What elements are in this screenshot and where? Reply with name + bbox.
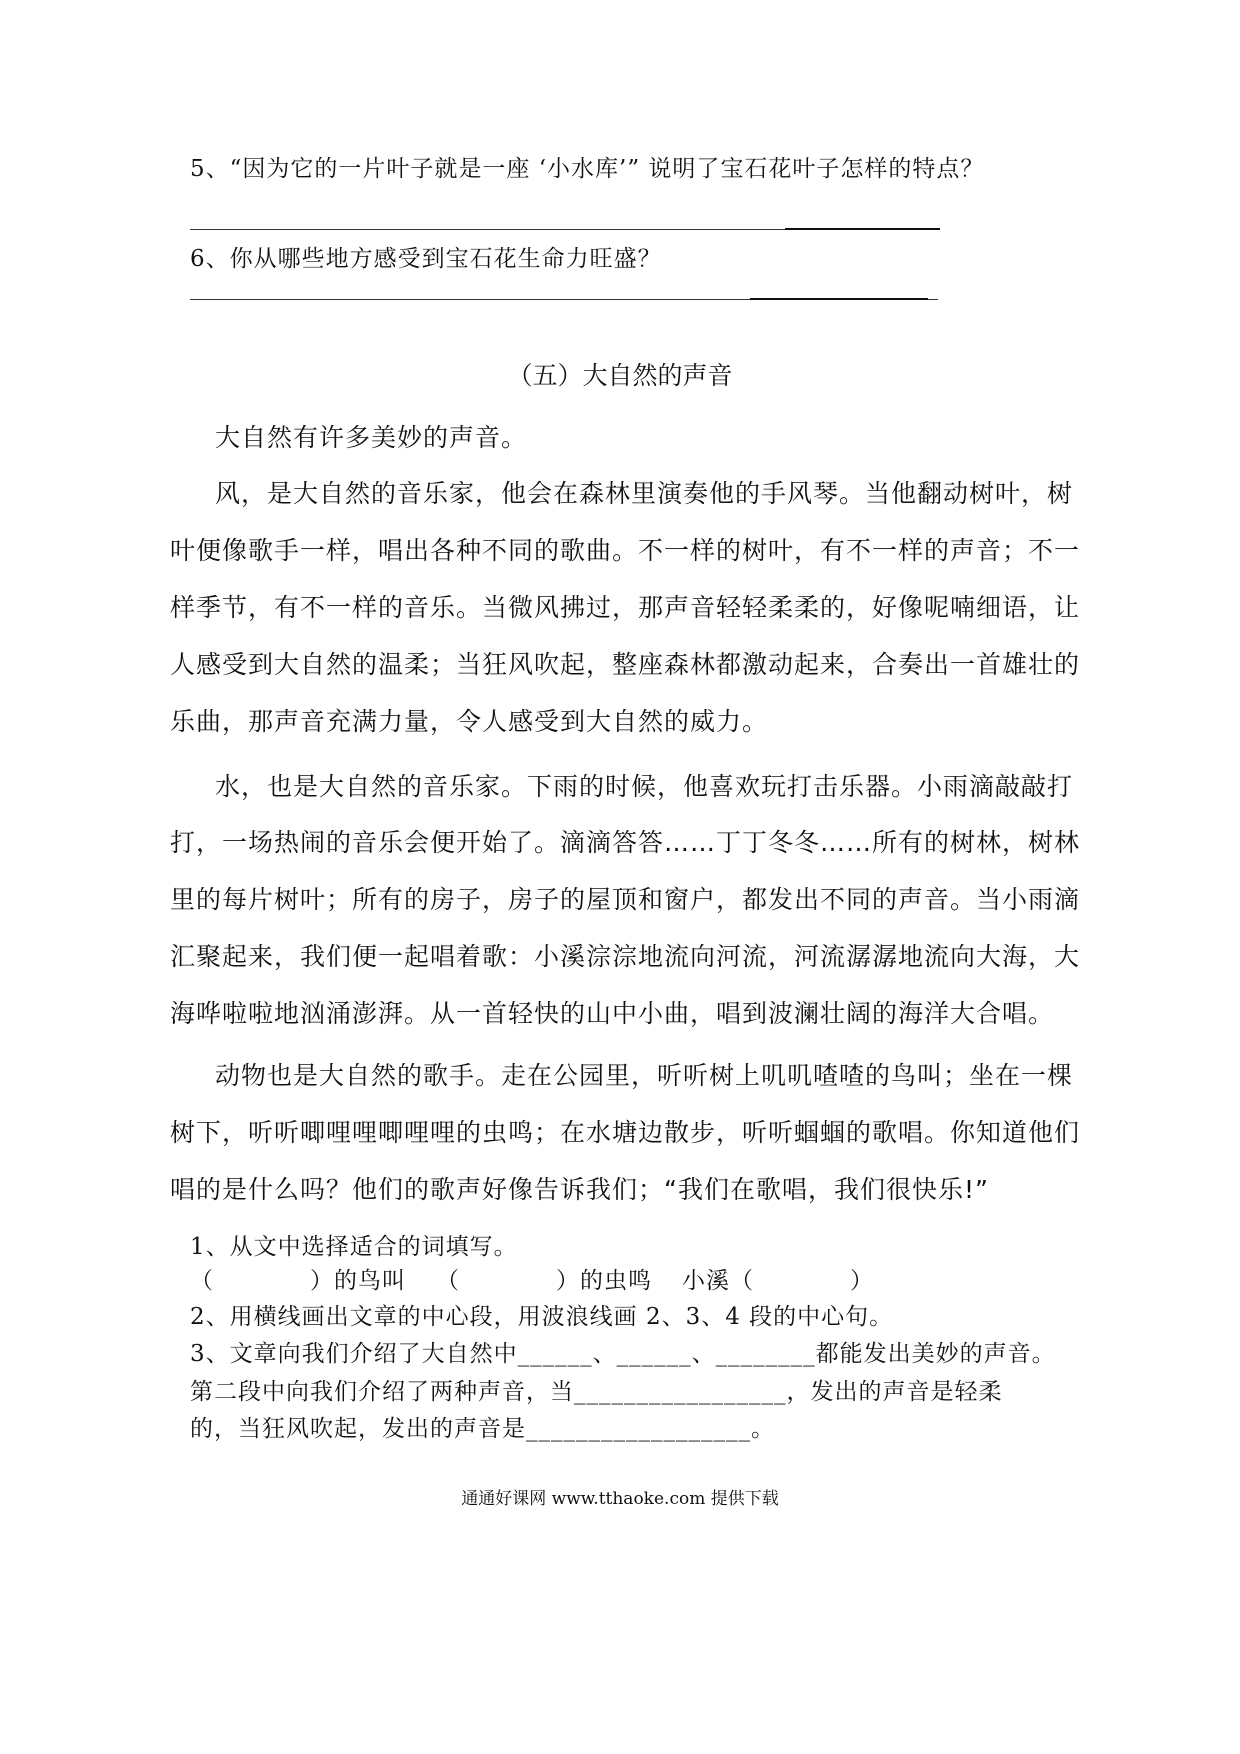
answer-line-5a (190, 229, 785, 230)
passage-line: 动物也是大自然的歌手。走在公园里，听听树上叽叽喳喳的鸟叫；坐在一棵 (215, 1061, 1074, 1090)
blank-stream: 小溪（ ） (682, 1268, 874, 1294)
passage-line: 水，也是大自然的音乐家。下雨的时候，他喜欢玩打击乐器。小雨滴敲敲打 (215, 772, 1074, 801)
question-3-line-2: 第二段中向我们介绍了两种声音，当_________________，发出的声音是轻柔 (190, 1379, 1003, 1405)
question-5: 5、“因为它的一片叶子就是一座 ‘小水库’” 说明了宝石花叶子怎样的特点？ (190, 156, 985, 182)
question-3-line-3: 的，当狂风吹起，发出的声音是__________________。 (190, 1416, 775, 1442)
passage-line: 样季节，有不一样的音乐。当微风拂过，那声音轻轻柔柔的，好像呢喃细语，让 (170, 593, 1081, 622)
passage-line: 大自然有许多美妙的声音。 (215, 423, 528, 452)
passage-line: 打，一场热闹的音乐会便开始了。滴滴答答……丁丁冬冬……所有的树林，树林 (170, 828, 1081, 857)
passage-line: 乐曲，那声音充满力量，令人感受到大自然的威力。 (170, 707, 769, 736)
question-1-blanks (190, 1262, 874, 1295)
answer-line-5b (785, 228, 940, 230)
passage-line: 里的每片树叶；所有的房子，房子的屋顶和窗户，都发出不同的声音。当小雨滴 (170, 885, 1081, 914)
blank-insect-chirp: （ ）的虫鸣 (436, 1268, 652, 1294)
question-1: 1、从文中选择适合的词填写。 (190, 1234, 518, 1260)
answer-line-6b (750, 298, 928, 300)
passage-line: 风，是大自然的音乐家，他会在森林里演奏他的手风琴。当他翻动树叶，树 (215, 479, 1074, 508)
passage-line: 唱的是什么吗？他们的歌声好像告诉我们；“我们在歌唱，我们很快乐!” (170, 1175, 989, 1204)
answer-line-6c (928, 299, 938, 300)
passage-line: 叶便像歌手一样，唱出各种不同的歌曲。不一样的树叶，有不一样的声音；不一 (170, 536, 1081, 565)
passage-title: （五）大自然的声音 (507, 361, 733, 390)
page-footer: 通通好课网 www.tthaoke.com 提供下载 (461, 1489, 779, 1509)
question-3-line-1: 3、文章向我们介绍了大自然中______、______、________都能发出美妙的声音。 (190, 1341, 1056, 1367)
passage-line: 树下，听听唧哩哩唧哩哩的虫鸣；在水塘边散步，听听蝈蝈的歌唱。你知道他们 (170, 1118, 1081, 1147)
blank-bird-call: （ ）的鸟叫 (190, 1268, 406, 1294)
question-6: 6、你从哪些地方感受到宝石花生命力旺盛？ (190, 246, 662, 272)
passage-line: 汇聚起来，我们便一起唱着歌：小溪淙淙地流向河流，河流潺潺地流向大海，大 (170, 942, 1081, 971)
passage-line: 人感受到大自然的温柔；当狂风吹起，整座森林都激动起来，合奏出一首雄壮的 (170, 650, 1081, 679)
answer-line-6a (190, 299, 750, 300)
passage-line: 海哗啦啦地汹涌澎湃。从一首轻快的山中小曲，唱到波澜壮阔的海洋大合唱。 (170, 999, 1055, 1028)
question-2: 2、用横线画出文章的中心段，用波浪线画 2、3、4 段的中心句。 (190, 1304, 894, 1330)
